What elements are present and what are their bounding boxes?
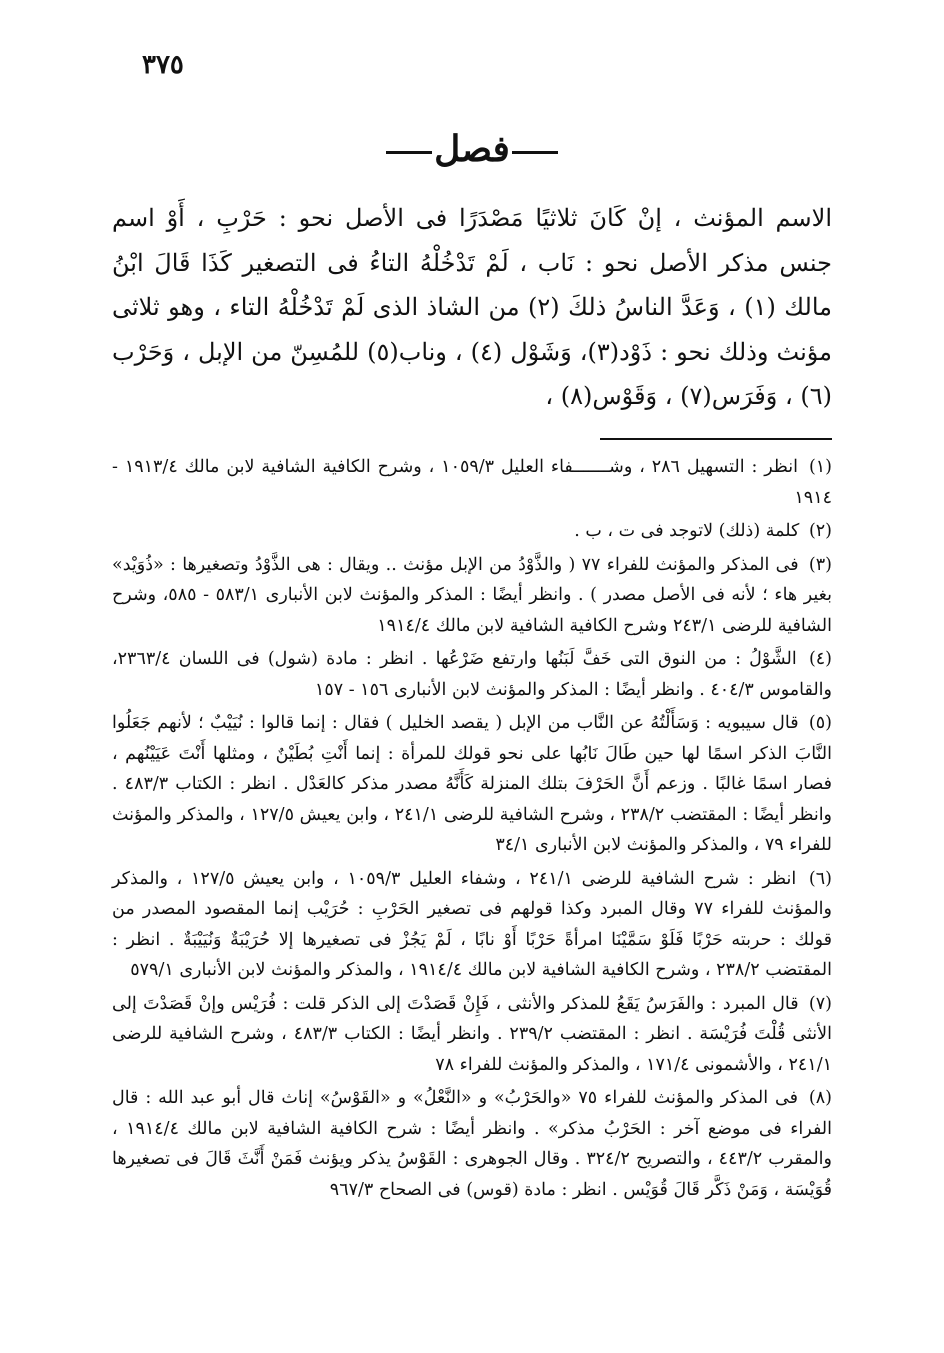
footnote-5	[112, 708, 832, 861]
footnote-number: (٣)	[808, 554, 832, 575]
section-title-block	[0, 128, 944, 170]
footnote-number: (٥)	[808, 713, 832, 733]
footnote-text: انظر : التسهيل ٢٨٦ ، وشـــــــفاء العليل ١٠٥٩/٣ ، وشرح الكافية الشافية لابن مالك ١٩١٣/٤ - ١٩١٤	[112, 457, 832, 508]
main-paragraph: الاسم المؤنث ، إنْ كَانَ ثلاثيًا مَصْدَرًا فى الأصل نحو : حَرْبِ ، أَوْ اسم جنس مذكر الأصل نحو : نَاب ، لَمْ تَدْخُلْهُ التاءُ فى التصغير كَذَا قَالَ ابْنُ مالك (١) ، وَعَدَّ الناسُ ذلكَ (٢) من الشاذ الذى لَمْ تَدْخُلْهُ التاء ، وهو ثلاثى مؤنث وذلك نحو : ذَوْد(٣)، وَشَوْل (٤) ، وناب(٥) للمُسِنّ من الإبل ، وَحَرْب (٦) ، وَفَرَس(٧) ، وَقَوْس(٨) ،	[112, 204, 833, 410]
footnote-6	[112, 864, 832, 986]
footnote-number: (٦)	[808, 868, 832, 889]
footnote-text: الشَّوْلُ : من النوق التى خَفَّ لَبَنُها وارتفع ضَرْعُها . انظر : مادة (شول) فى اللسان ٢٣٦٣/٤، والقاموس ٤٠٤/٣ . وانظر أيضًا : المذكر والمؤنث لابن الأنبارى ١٥٦ - ١٥٧	[112, 649, 832, 700]
section-title: فصل	[434, 128, 510, 170]
footnote-text: فى المذكر والمؤنث للفراء ٧٥ «والحَرْبُ» و «النَّعْلُ» و «القَوْسُ» إناث قال أبو عبد الله : قال الفراء فى موضع آخر : الحَرْبُ مذكر» . وانظر أيضًا : شرح الكافية الشافية لابن مالك ١٩١٤/٤ ، والمقرب ٤٤٣/٢ ، والتصريح ٣٢٤/٢ . وقال الجوهرى : القَوْسُ يذكر ويؤنث فَمَنْ أَنَّثَ قَالَ فى تصغيرها قُوَيْسَة ، وَمَنْ ذَكَّر قَالَ قُوَيْس . انظر : مادة (قوس) فى الصحاح ٩٦٧/٣	[112, 1088, 833, 1200]
footnote-number: (٧)	[808, 993, 832, 1014]
footnote-8	[112, 1083, 832, 1205]
footnote-number: (١)	[808, 457, 832, 477]
title-flourish-right	[512, 151, 558, 154]
footnote-text: قال المبرد : والفَرَسُ يَقَعُ للمذكر والأنثى ، فَإِنْ قَصَدْتَ إلى الذكر قلت : فُرَيْس وإنْ قَصَدْتَ إلى الأنثى قُلْتَ فُرَيْسَة . انظر : المقتضب ٢٣٩/٢ . وانظر أيضًا : الكتاب ٤٨٣/٣ ، وشرح الشافية للرضى ٢٤١/١ ، والأشمونى ١٧١/٤ ، والمذكر والمؤنث للفراء ٧٨	[112, 993, 833, 1075]
footnotes-block	[112, 452, 832, 1208]
footnote-4	[112, 644, 832, 705]
footnote-text: كلمة (ذلك) لاتوجد فى ت ، ب .	[574, 521, 800, 541]
footnote-number: (٤)	[808, 649, 832, 669]
footnote-number: (٨)	[808, 1088, 832, 1108]
footnote-separator	[600, 438, 832, 440]
page-number: ٣٧٥	[142, 50, 184, 80]
footnote-text: فى المذكر والمؤنث للفراء ٧٧ ( والذَّوْدُ من الإبل مؤنث .. ويقال : هى الذَّوْدُ وتصغيرها : «ذُوَيْد» بغير هاء ؛ لأنه فى الأصل مصدر ) . وانظر أيضًا : المذكر والمؤنث لابن الأنبارى ٥٨٣/١ - ٥٨٥، وشرح الشافية للرضى ٢٤٣/١ وشرح الكافية الشافية لابن مالك ١٩١٤/٤	[112, 554, 832, 636]
footnote-2	[112, 516, 832, 547]
footnote-1	[112, 452, 832, 513]
main-text-block	[112, 196, 832, 419]
title-flourish-left	[386, 151, 432, 154]
footnote-7	[112, 989, 832, 1081]
footnote-text: قال سيبويه : وَسَأَلْتُهُ عن النَّاب من الإبل ( يقصد الخليل ) فقال : إنما قالوا : نُيَيْبٌ ؛ لأنهم جَعَلُوا النَّابَ الذكر اسمًا لها حين طَالَ نَابُها على نحو قولك للمرأة : إنما أَنْتِ بُطَيْنٌ ، ومثلها أَنْتَ عَيَيْنُهم ، فصار اسمًا غالبًا . وزعم أَنَّ الحَرْفَ بتلك المنزلة كَأَنَّهُ مصدر مذكر كالعَدْل . انظر : الكتاب ٤٨٣/٣ . وانظر أيضًا : المقتضب ٢٣٨/٢ ، وشرح الشافية للرضى ٢٤١/١ ، وابن يعيش ١٢٧/٥ ، والمذكر والمؤنث للفراء ٧٩ ، والمذكر والمؤنث لابن الأنبارى ٣٤/١	[112, 713, 833, 855]
footnote-number: (٢)	[808, 521, 832, 541]
footnote-3	[112, 550, 832, 642]
footnote-text: انظر : شرح الشافية للرضى ٢٤١/١ ، وشفاء العليل ١٠٥٩/٣ ، وابن يعيش ١٢٧/٥ ، والمذكر والمؤنث للفراء ٧٧ وقال المبرد وكذا قولهم فى تصغير الحَرْبِ : حُرَيْب إنما المقصود المصدر من قولك : حربته حَرْبًا فَلَوْ سَمَّيْنَا امرأةً حَرْبًا أَوْ نابًا ، لَمْ يَجُزْ فى تصغيرها إلا حُرَيْبَةٌ وَنُيَيْبَةٌ . انظر : المقتضب ٢٣٨/٢ ، وشرح الكافية الشافية لابن مالك ١٩١٤/٤ ، والمذكر والمؤنث لابن الأنبارى ٥٧٩/١	[112, 868, 832, 980]
